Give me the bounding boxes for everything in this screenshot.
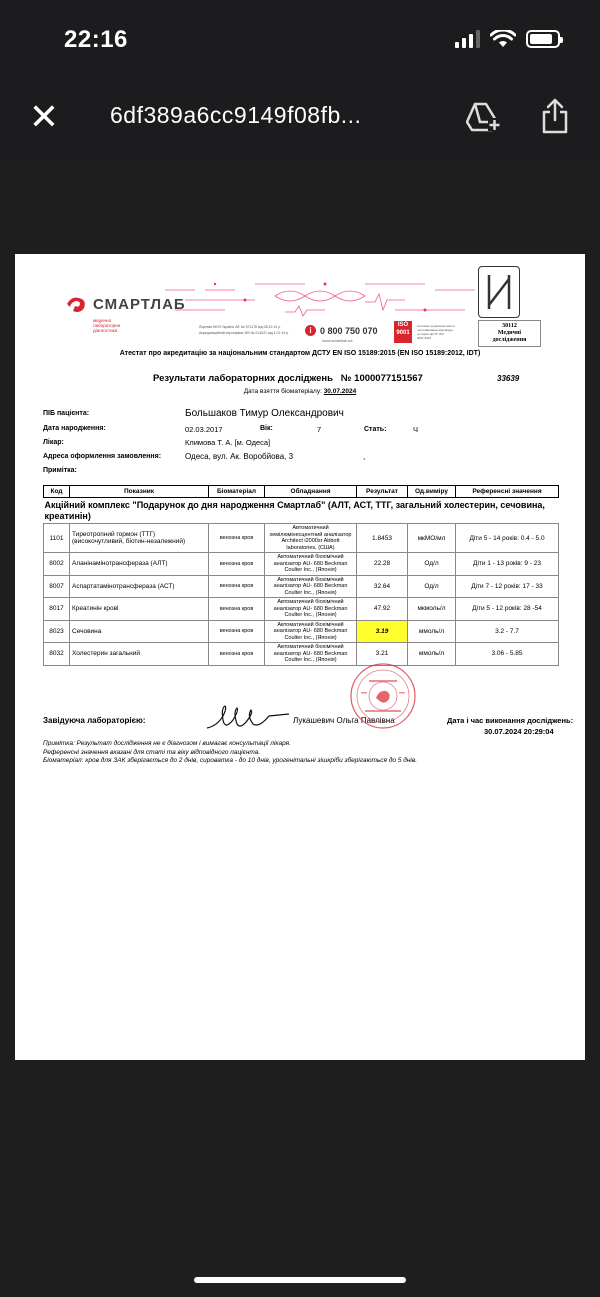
note-line: Примітка: Результат дослідження не є діагнозом і вимагає консультації лікаря. xyxy=(43,740,291,747)
add-to-drive-icon[interactable] xyxy=(466,100,502,134)
cell-equip: Автоматичний біохімічний аналізатор AU- 680 Beckman Coulter Inc., (Японія) xyxy=(265,620,357,643)
sample-date-label: Дата взяття біоматеріалу: xyxy=(243,388,322,395)
col-header: Обладнання xyxy=(265,486,357,498)
doctor-label: Лікар: xyxy=(43,439,64,446)
cell-equip: Автоматичний хемілюмінесцентний аналізатор Architect i2000sr Abbott laboratories, (США) xyxy=(265,524,357,553)
head-lab-name: Лукашевич Ольга Павлівна xyxy=(293,716,395,725)
iso-number: 9001 xyxy=(396,330,410,336)
col-header: Результат xyxy=(357,486,408,498)
brand-name: СМАРТЛАБ xyxy=(93,295,186,313)
cell-code: 8007 xyxy=(44,575,70,598)
cell-name: Тиреотропний гормон (ТТГ) (високочутливий, біотин-незалежний) xyxy=(70,524,209,553)
cell-ref: Діти 1 - 13 років: 9 - 23 xyxy=(456,553,559,576)
cell-ref: 3.2 - 7.7 xyxy=(456,620,559,643)
license-info xyxy=(199,324,289,336)
partner-number: 30112 xyxy=(502,323,517,329)
share-icon[interactable] xyxy=(540,98,570,134)
cell-unit: Од/л xyxy=(408,553,456,576)
cell-ref: 3.06 - 5.85 xyxy=(456,643,559,666)
cell-name: Сечовина xyxy=(70,620,209,643)
partner-line2: дослідження xyxy=(492,337,527,343)
col-header: Референсні значення xyxy=(456,486,559,498)
col-header: Показник xyxy=(70,486,209,498)
patient-name-label: ПІБ пацієнта: xyxy=(43,410,90,417)
table-row xyxy=(44,598,559,621)
sample-date: 30.07.2024 xyxy=(323,388,357,395)
note-line: Референсні значення вказані для статі та віку відповідного пацієнта. xyxy=(43,748,261,756)
dob-label: Дата народження: xyxy=(43,425,106,432)
col-header: Код xyxy=(44,486,70,498)
cell-result-highlighted: 3.19 xyxy=(357,620,408,643)
status-bar xyxy=(0,0,600,80)
cell-equip: Автоматичний біохімічний аналізатор AU- 680 Beckman Coulter Inc., (Японія) xyxy=(265,598,357,621)
cell-unit: Од/л xyxy=(408,575,456,598)
group-title-row xyxy=(44,498,559,524)
group-title: Акційний комплекс "Подарунок до дня народження Смартлаб" (АЛТ, АСТ, ТТГ, загальний холестерин, сечовина, креатинін) xyxy=(44,500,545,521)
file-title: 6df389a6cc9149f08fb... xyxy=(110,102,362,128)
cell-bio: венозна кров xyxy=(209,643,265,666)
cell-result: 47.92 xyxy=(357,598,408,621)
partner-line1: Медичні xyxy=(497,330,522,336)
note-label: Примітка: xyxy=(43,467,77,474)
info-icon: i xyxy=(305,325,316,336)
cell-name: Холестерин загальний xyxy=(70,643,209,666)
address-label: Адреса оформлення замовлення: xyxy=(43,453,162,460)
iso-label: ISO xyxy=(397,322,409,328)
col-header: Од.виміру xyxy=(408,486,456,498)
signature-image xyxy=(203,702,293,734)
accreditation-line: Атестат про акредитацію за національним стандартом ДСТУ EN ISO 15189:2015 (EN ISO 15189:2012, IDT) xyxy=(119,350,481,357)
table-row xyxy=(44,553,559,576)
table-row xyxy=(44,620,559,643)
sample-date-line xyxy=(15,388,585,395)
cell-result: 3.21 xyxy=(357,643,408,666)
table-row xyxy=(44,643,559,666)
cell-bio: венозна кров xyxy=(209,575,265,598)
cell-code: 1101 xyxy=(44,524,70,553)
license-line: Акредитаційний сертифікат МЗ № 014021 від 1.02.19 р. xyxy=(199,331,290,335)
sex: Ч xyxy=(413,425,418,434)
age-label: Вік: xyxy=(260,425,273,432)
cell-ref: Діти 7 - 12 років: 17 - 33 xyxy=(456,575,559,598)
website: www.smartlab.ua xyxy=(322,338,353,343)
iso-text: Система управління якістю сертифікована відповідно до вимог ДСТУ ISO 9001:2015 xyxy=(417,324,455,340)
report-title: Результати лабораторних досліджень № 1000077151567 xyxy=(153,373,423,384)
partner-box xyxy=(478,320,541,347)
cell-unit: ммоль/л xyxy=(408,620,456,643)
cell-code: 8023 xyxy=(44,620,70,643)
phone-number: 0 800 750 070 xyxy=(320,325,378,336)
cell-unit: мкМО/мл xyxy=(408,524,456,553)
cell-bio: венозна кров xyxy=(209,598,265,621)
address-mark: , xyxy=(363,452,366,461)
patient-name: Большаков Тимур Олександрович xyxy=(185,408,344,419)
cell-bio: венозна кров xyxy=(209,524,265,553)
cell-result: 32.64 xyxy=(357,575,408,598)
cell-code: 8032 xyxy=(44,643,70,666)
table-row xyxy=(44,575,559,598)
sex-label: Стать: xyxy=(364,426,387,433)
signal-icon xyxy=(455,30,480,48)
head-lab-label: Завідуюча лабораторією: xyxy=(43,716,146,725)
cell-ref: Діти 5 - 12 років: 28 -54 xyxy=(456,598,559,621)
cell-bio: венозна кров xyxy=(209,553,265,576)
smartlab-logo-mark xyxy=(65,294,87,314)
dna-decoration xyxy=(165,270,485,320)
wifi-icon xyxy=(490,30,516,48)
cell-bio: венозна кров xyxy=(209,620,265,643)
close-icon[interactable]: ✕ xyxy=(28,96,60,137)
status-icons xyxy=(455,30,560,48)
lab-stamp-image xyxy=(349,662,417,730)
smartlab-logo xyxy=(65,294,186,314)
col-header: Біоматеріал xyxy=(209,486,265,498)
results-table xyxy=(43,485,559,666)
doctor: Климова Т. А. [м. Одеса] xyxy=(185,438,271,447)
status-time: 22:16 xyxy=(64,26,128,53)
viewer-toolbar xyxy=(0,80,600,160)
cell-code: 8017 xyxy=(44,598,70,621)
cell-code: 8002 xyxy=(44,553,70,576)
cell-equip: Автоматичний біохімічний аналізатор AU- 680 Beckman Coulter Inc., (Японія) xyxy=(265,553,357,576)
completion-label: Дата і час виконання досліджень: xyxy=(447,716,574,725)
partner-logo-icon xyxy=(478,266,520,318)
phone-block xyxy=(305,325,378,336)
cell-result: 22.28 xyxy=(357,553,408,576)
home-indicator[interactable] xyxy=(194,1277,406,1283)
cell-unit: мкмоль/л xyxy=(408,598,456,621)
notes-block xyxy=(43,740,417,766)
license-line: Ліцензія МОЗ України АЕ № 571178 від 08.12.14 р. xyxy=(199,325,282,329)
address: Одеса, вул. Ак. Воробйова, 3 xyxy=(185,452,294,461)
cell-equip: Автоматичний біохімічний аналізатор AU- 680 Beckman Coulter Inc., (Японія) xyxy=(265,643,357,666)
cell-equip: Автоматичний біохімічний аналізатор AU- 680 Beckman Coulter Inc., (Японія) xyxy=(265,575,357,598)
brand-tagline: медична лабораторна діагностика xyxy=(93,318,121,333)
cell-unit: ммоль/л xyxy=(408,643,456,666)
battery-icon xyxy=(526,30,560,48)
note-line: Біоматеріал: кров для ЗАК зберігається до 2 днів, сироватка - до 10 днів, урогенітальні зішкріби зберігаються до 5 днів. xyxy=(43,757,418,764)
report-secondary-number: 33639 xyxy=(497,374,520,383)
iso-badge xyxy=(394,321,412,343)
dob: 02.03.2017 xyxy=(185,425,223,434)
cell-ref: Діти 5 - 14 років: 0.4 - 5.0 xyxy=(456,524,559,553)
lab-report-page xyxy=(15,254,585,1060)
cell-name: Аспартатамінотрансфераза (АСТ) xyxy=(70,575,209,598)
cell-name: Креатинін крові xyxy=(70,598,209,621)
table-header-row xyxy=(44,486,559,498)
cell-result: 1.8453 xyxy=(357,524,408,553)
cell-name: Аланінамінотрансфераза (АЛТ) xyxy=(70,553,209,576)
completion-datetime: 30.07.2024 20:29:04 xyxy=(484,727,554,736)
table-row xyxy=(44,524,559,553)
age: 7 xyxy=(317,425,322,434)
